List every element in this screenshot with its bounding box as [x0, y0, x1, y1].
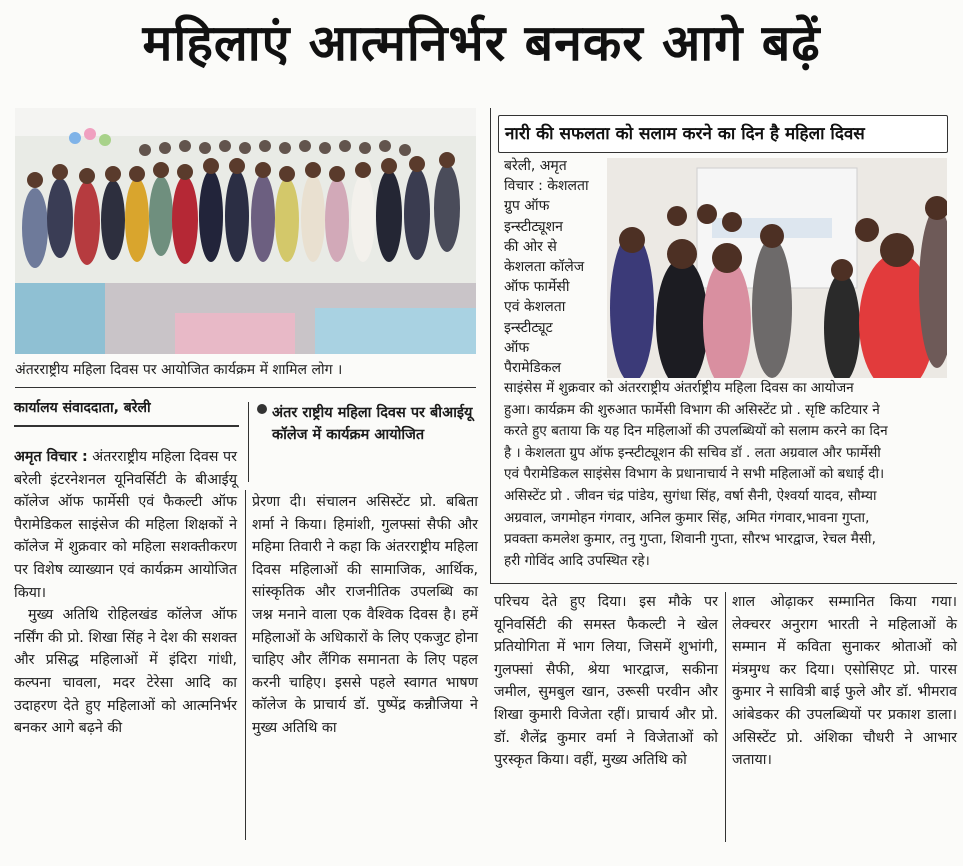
- group-photo: [15, 108, 476, 354]
- event-photo-image: [607, 158, 947, 378]
- side-line: हुआ। कार्यक्रम की शुरुआत फार्मेसी विभाग की असिस्टेंट प्रो . सृष्टि कटियार ने: [504, 401, 880, 418]
- side-line: इन्स्टीट्यूशन: [504, 218, 563, 235]
- side-line: प्रवक्ता कमलेश कुमार, तनु गुप्ता, शिवानी गुप्ता, सौरभ भारद्वाज, रेचल मैसी,: [504, 531, 876, 548]
- side-line: की ओर से: [504, 238, 557, 255]
- side-line: अग्रवाल, जगमोहन गंगवार, अनिल कुमार सिंह, अमित गंगवार,भावना गुप्ता,: [504, 509, 870, 526]
- side-line: ग्रुप ऑफ: [504, 198, 550, 215]
- event-photo: [607, 158, 947, 378]
- byline: कार्यालय संवाददाता, बरेली: [14, 400, 151, 416]
- side-story-bottom-rule: [490, 583, 957, 584]
- side-line: करते हुए बताया कि यह दिन महिलाओं की उपलब्धियों को सलाम करने का दिन: [504, 423, 888, 440]
- story-column-4: [732, 591, 957, 772]
- paragraph-1: अंतरराष्ट्रीय महिला दिवस पर बरेली इंटरनेशनल यूनिवर्सिटी के बीआईयू कॉलेज ऑफ फार्मेसी एवं फैकल्टी ऑफ पैरामेडिकल साइंसेज की महिला शिक्षकों ने कॉलेज में शुक्रवार को महिला सशक्तीकरण पर विशेष व्याख्यान एवं कार्यक्रम आयोजित किया।: [14, 449, 238, 601]
- side-line: पैरामेडिकल: [504, 360, 562, 377]
- side-story-headline: नारी की सफलता को सलाम करने का दिन है महिला दिवस: [505, 124, 865, 144]
- side-line: एवं पैरामेडिकल साइंसेस विभाग के प्रधानाचार्य ने सभी महिलाओं को बधाई दी।: [504, 466, 885, 483]
- side-line: ऑफ: [504, 339, 530, 356]
- side-line: असिस्टेंट प्रो . जीवन चंद्र पांडेय, सुगंधा सिंह, वर्षा सैनी, ऐश्वर्या यादव, सौम्या: [504, 487, 877, 504]
- caption-divider: [15, 387, 476, 388]
- paragraph-5: शाल ओढ़ाकर सम्मानित किया गया। लेक्चरर अनुराग भारती ने महिलाओं के सम्मान में कविता सुनाकर श्रोताओं को मंत्रमुग्ध कर दिया। एसोसिएट प्रो. पारस कुमार ने सावित्री बाई फुले और डॉ. भीमराव आंबेडकर की उपलब्धियों पर प्रकाश डाला। असिस्टेंट प्रो. अंशिका चौधरी ने आभार जताया।: [732, 594, 957, 769]
- kicker-divider: [248, 402, 249, 482]
- side-line: एवं केशलता: [504, 299, 566, 316]
- side-story-left-rule: [490, 108, 491, 583]
- group-photo-image: [15, 108, 476, 354]
- kicker-bullet-icon: [257, 404, 267, 414]
- story-column-2: [252, 491, 478, 740]
- side-line: केशलता कॉलेज: [504, 259, 585, 276]
- paragraph-4: परिचय देते हुए दिया। इस मौके पर यूनिवर्सिटी की समस्त फैकल्टी ने खेल प्रतियोगिता में भाग लिया, जिसमें शुभांगी, गुलफ्सां सैफी, श्रेया भारद्वाज, सकीना जमील, सुमबुल खान, उरूसी परवीन और शिखा कुमारी विजेता रहीं। प्राचार्य और प्रो. डॉ. शैलेंद्र कुमार वर्मा ने विजेताओं को पुरस्कृत किया। वहीं, मुख्य अतिथि को: [494, 594, 718, 769]
- paragraph-2: मुख्य अतिथि रोहिलखंड कॉलेज ऑफ नर्सिंग की प्रो. शिखा सिंह ने देश की सशक्त और प्रसिद्ध महिलाओं में इंदिरा गांधी, कल्पना चावला, मदर टेरेसा आदि का उदाहरण देते हुए महिलाओं को आत्मनिर्भर बनकर आगे बढ़ने की: [14, 607, 237, 737]
- story-column-1: [14, 446, 237, 740]
- story-kicker: अंतर राष्ट्रीय महिला दिवस पर बीआईयू कॉलेज में कार्यक्रम आयोजित: [272, 405, 473, 443]
- side-line: साइंसेस में शुक्रवार को अंतरराष्ट्रीय अंतर्राष्ट्रीय महिला दिवस का आयोजन: [504, 380, 854, 396]
- story-column-3: [494, 591, 718, 772]
- side-line: हरी गोविंद आदि उपस्थित रहे।: [504, 552, 650, 569]
- side-line: विचार : केशलता: [504, 178, 589, 195]
- side-story-wide-column: [504, 378, 952, 572]
- paragraph-3: प्रेरणा दी। संचालन असिस्टेंट प्रो. बबिता शर्मा ने किया। हिमांशी, गुलफ्सां सैफी और महिमा तिवारी ने कहा कि अंतरराष्ट्रीय महिला दिवस महिलाओं की सामाजिक, आर्थिक, सांस्कृतिक और राजनीतिक उपलब्धि का जश्न मनाने वाला एक वैश्विक दिवस है। हमें महिलाओं के अधिकारों के लिए एकजुट होना चाहिए और लैंगिक समानता के लिए पहल करनी चाहिए। इससे पहले स्वागत भाषण कॉलेज के प्राचार्य डॉ. पुष्पेंद्र कन्नौजिया ने मुख्य अतिथि का: [252, 494, 478, 736]
- side-story-narrow-column: [504, 156, 604, 378]
- group-photo-caption: अंतरराष्ट्रीय महिला दिवस पर आयोजित कार्यक्रम में शामिल लोग ।: [15, 362, 343, 378]
- side-line: ऑफ फार्मेसी: [504, 279, 570, 296]
- column-divider-1: [245, 490, 246, 840]
- side-line: है । केशलता ग्रुप ऑफ इन्स्टीट्यूशन की सचिव डॉ . लता अग्रवाल और फार्मेसी: [504, 444, 881, 461]
- page-headline: महिलाएं आत्मनिर्भर बनकर आगे बढ़ें: [142, 14, 821, 72]
- side-line: बरेली, अमृत: [504, 158, 567, 174]
- byline-underline: [14, 425, 239, 427]
- side-line: इन्स्टीट्यूट: [504, 319, 553, 336]
- column-divider-3: [725, 592, 726, 842]
- dateline: अमृत विचार :: [14, 449, 88, 465]
